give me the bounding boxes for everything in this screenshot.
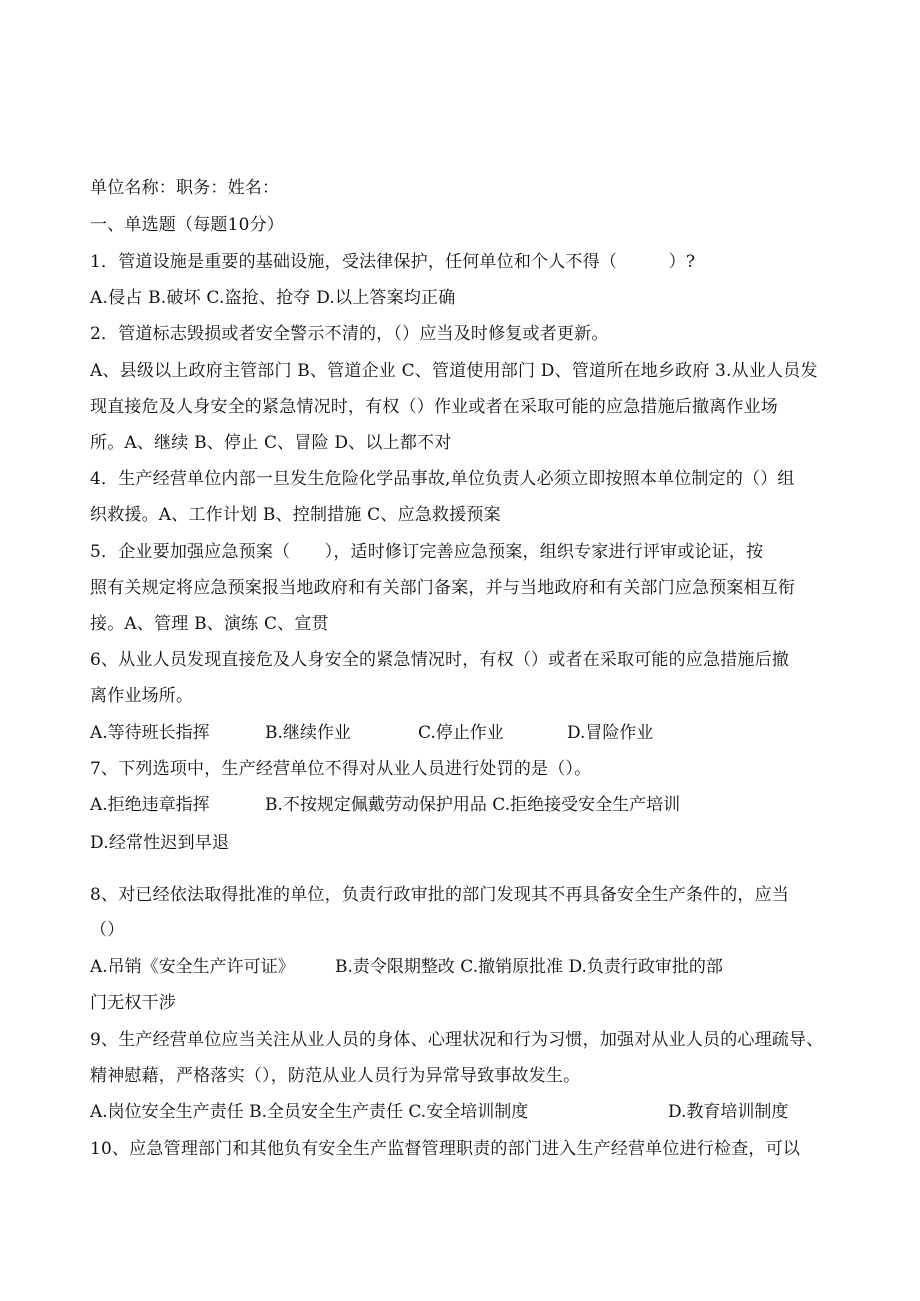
question-9-line2: 精神慰藉，严格落实（），防范从业人员行为异常导致事故发生。 [90, 1066, 581, 1086]
question-7-stem: 7、下列选项中，生产经营单位不得对从业人员进行处罚的是（）。 [90, 759, 592, 779]
question-8-line1: 8、对已经依法取得批准的单位，负责行政审批的部门发现其不再具备安全生产条件的，应当 [90, 885, 790, 905]
question-3-line3: 所。A、继续 B、停止 C、冒险 D、以上都不对 [90, 433, 452, 453]
question-3-line2: 现直接危及人身安全的紧急情况时，有权（）作业或者在采取可能的应急措施后撤离作业场 [90, 397, 778, 417]
question-6-option-b: B.继续作业 [265, 723, 351, 743]
question-10-line1: 10、应急管理部门和其他负有安全生产监督管理职责的部门进入生产经营单位进行检查，可以 [90, 1139, 801, 1159]
question-8-option-bcd: B.责令限期整改 C.撤销原批准 D.负责行政审批的部 [335, 957, 723, 977]
question-6-option-a: A.等待班长指挥 [90, 723, 210, 743]
question-1-stem: 1．管道设施是重要的基础设施，受法律保护，任何单位和个人不得（ ）? [90, 252, 696, 272]
section-title: 一、单选题（每题10分） [90, 215, 285, 235]
question-6-option-d: D.冒险作业 [567, 723, 654, 743]
question-6-option-c: C.停止作业 [418, 723, 504, 743]
question-1-options: A.侵占 B.破坏 C.盗抢、抢夺 D.以上答案均正确 [90, 288, 456, 308]
question-8-option-d-continued: 门无权干涉 [90, 993, 176, 1013]
question-4-line2: 织救援。A、工作计划 B、控制措施 C、应急救援预案 [90, 505, 501, 525]
question-9-option-abc: A.岗位安全生产责任 B.全员安全生产责任 C.安全培训制度 [90, 1102, 529, 1122]
question-5-line2: 照有关规定将应急预案报当地政府和有关部门备案，并与当地政府和有关部门应急预案相互衔 [90, 578, 796, 598]
question-7-option-d: D.经常性迟到早退 [90, 833, 230, 853]
unit-info-line: 单位名称：职务：姓名： [90, 178, 280, 198]
question-2-stem: 2．管道标志毁损或者安全警示不清的，（）应当及时修复或者更新。 [90, 324, 609, 344]
question-7-option-bc: B.不按规定佩戴劳动保护用品 C.拒绝接受安全生产培训 [265, 795, 681, 815]
question-7-option-a: A.拒绝违章指挥 [90, 795, 210, 815]
question-2-options-line1: A、县级以上政府主管部门 B、管道企业 C、管道使用部门 D、管道所在地乡政府 3.从业人员发 [90, 361, 818, 381]
question-6-line2: 离作业场所。 [90, 686, 194, 706]
question-9-option-d: D.教育培训制度 [668, 1102, 789, 1122]
question-8-option-a: A.吊销《安全生产许可证》 [90, 957, 295, 977]
question-8-line2: （） [90, 920, 125, 940]
question-5-line3: 接。A、管理 B、演练 C、宣贯 [90, 614, 329, 634]
question-4-line1: 4．生产经营单位内部一旦发生危险化学品事故,单位负责人必须立即按照本单位制定的（）组 [90, 469, 795, 489]
question-9-line1: 9、生产经营单位应当关注从业人员的身体、心理状况和行为习惯，加强对从业人员的心理疏导、 [90, 1030, 824, 1050]
question-5-line1: 5．企业要加强应急预案（ ），适时修订完善应急预案，组织专家进行评审或论证，按 [90, 542, 764, 562]
question-6-line1: 6、从业人员发现直接危及人身安全的紧急情况时，有权（）或者在采取可能的应急措施后撤 [90, 650, 790, 670]
